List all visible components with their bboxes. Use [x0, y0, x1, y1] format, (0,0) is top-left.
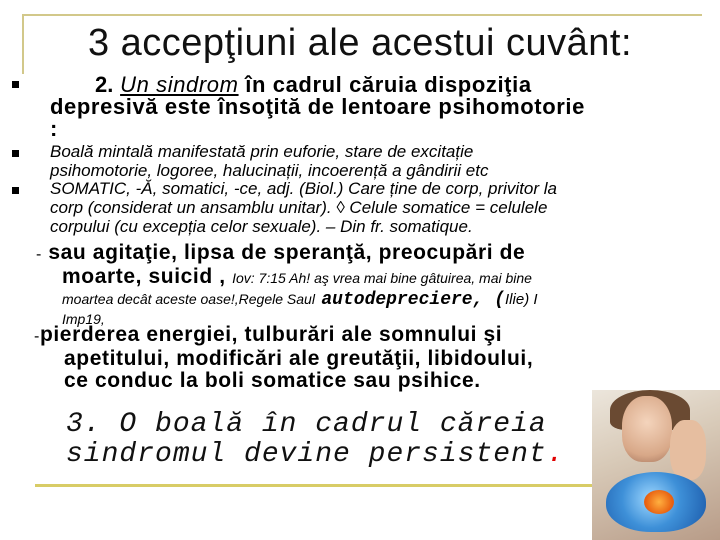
hand-shape	[670, 420, 706, 480]
bullet-mental-illness	[50, 142, 710, 180]
dash-1-quote-1: Iov: 7:15 Ah! aş vrea mai bine gâtuirea, mai bine	[232, 270, 532, 286]
bullet-marker	[12, 81, 19, 88]
dash-1-quote-tail: Ilie) I	[505, 291, 538, 308]
bullet-somatic-line-2: corp (considerat un ansamblu unitar). ◊ Celule somatice = celulele	[50, 198, 548, 217]
item-3-dot: .	[546, 439, 565, 470]
bullet-marker	[12, 150, 19, 157]
woman-with-brain-scan-image	[592, 390, 720, 540]
bullet-somatic-line-1: SOMATIC, -Ă, somatici, -ce, adj. (Biol.) Care ține de corp, privitor la	[50, 179, 557, 198]
dash-marker: -	[36, 246, 42, 263]
bullet-mental-illness-line-2: psihomotorie, logoree, halucinații, incoerență a gândirii etc	[50, 161, 489, 180]
item-3-line-2: sindromul devine persistent	[66, 439, 547, 470]
item-3-definition	[66, 410, 565, 470]
dash-item-agitation	[36, 242, 716, 328]
face-shape	[622, 396, 672, 462]
dash-1-line-1: sau agitaţie, lipsa de speranţă, preocupări de	[48, 241, 526, 264]
dash-2-line-3: ce conduc la boli somatice sau psihice.	[64, 369, 481, 392]
bullet-mental-illness-line-1: Boală mintală manifestată prin euforie, stare de excitație	[50, 142, 474, 161]
dash-1-quote-2: moartea decât aceste oase!,Regele Saul	[62, 291, 315, 307]
top-decor-line	[22, 14, 702, 16]
dash-1-quote-3: Imp19,	[62, 311, 105, 327]
dash-2-line-1: pierderea energiei, tulburări ale somnului şi	[39, 323, 503, 346]
item-2-text-1: în cadrul căruia dispoziţia	[238, 72, 532, 97]
item-2-underlined: Un sindrom	[120, 72, 239, 97]
item-2-definition	[50, 74, 715, 140]
bottom-decor-line	[35, 484, 625, 487]
dash-1-line-2: moarte, suicid ,	[62, 265, 226, 288]
dash-item-energy-loss	[34, 324, 714, 392]
dash-2-line-2: apetitului, modificări ale greutăţii, libidoului,	[64, 347, 534, 370]
item-2-text-2: depresivă este însoţită de lentoare psihomotorie	[50, 94, 585, 119]
bullet-marker	[12, 187, 19, 194]
item-3-line-1: 3. O boală în cadrul căreia	[66, 409, 547, 440]
item-2-number: 2.	[95, 72, 114, 97]
bullet-somatic-line-3: corpului (cu excepția celor sexuale). – Din fr. somatique.	[50, 217, 473, 236]
slide-title: 3 accepţiuni ale acestui cuvânt:	[87, 22, 633, 64]
brain-highlight	[644, 490, 674, 514]
dash-marker: -	[34, 328, 40, 345]
item-2-colon: :	[50, 116, 58, 141]
dash-1-autodepreciere: autodepreciere, (	[321, 290, 506, 310]
bullet-somatic	[50, 179, 710, 236]
